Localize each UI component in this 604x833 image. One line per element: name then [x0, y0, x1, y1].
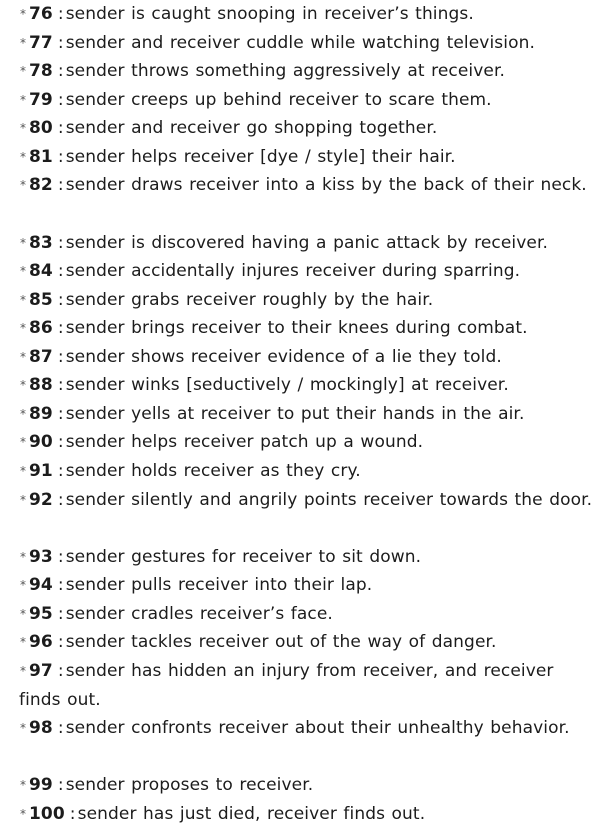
prompt-separator: :: [57, 632, 64, 652]
prompt-text: sender throws something aggressively at receiver.: [65, 61, 506, 81]
prompt-number: 92: [29, 490, 53, 510]
prompt-item: [19, 571, 594, 600]
prompt-separator: :: [57, 575, 64, 595]
prompt-text: sender and receiver cuddle while watching television.: [65, 33, 535, 53]
bullet-icon: *: [20, 321, 27, 335]
prompt-separator: :: [57, 461, 64, 481]
bullet-icon: *: [20, 778, 27, 792]
prompt-number: 76: [29, 4, 53, 24]
prompt-item: [19, 771, 594, 800]
bullet-icon: *: [20, 7, 27, 21]
prompt-item: [19, 86, 594, 115]
bullet-icon: *: [20, 464, 27, 478]
prompt-number: 87: [29, 347, 53, 367]
prompt-separator: :: [57, 318, 64, 338]
prompt-text: sender has just died, receiver finds out.: [77, 804, 426, 824]
bullet-icon: *: [20, 36, 27, 50]
prompt-text: sender pulls receiver into their lap.: [65, 575, 373, 595]
prompt-separator: :: [57, 4, 64, 24]
bullet-icon: *: [20, 435, 27, 449]
prompt-separator: :: [57, 718, 64, 738]
prompt-separator: :: [57, 375, 64, 395]
bullet-icon: *: [20, 378, 27, 392]
prompt-text: sender cradles receiver’s face.: [65, 604, 333, 624]
prompt-number: 89: [29, 404, 53, 424]
prompt-number: 93: [29, 547, 53, 567]
prompt-item: [19, 57, 594, 86]
prompt-item: [19, 457, 594, 486]
prompt-separator: :: [57, 290, 64, 310]
prompt-item: [19, 400, 594, 429]
prompt-text: sender gestures for receiver to sit down.: [65, 547, 422, 567]
bullet-icon: *: [20, 664, 27, 678]
prompt-separator: :: [57, 90, 64, 110]
prompt-text: sender creeps up behind receiver to scare them.: [65, 90, 492, 110]
prompt-text: sender shows receiver evidence of a lie they told.: [65, 347, 502, 367]
prompt-text: sender accidentally injures receiver during sparring.: [65, 261, 521, 281]
bullet-icon: *: [20, 635, 27, 649]
prompt-number: 82: [29, 175, 53, 195]
prompt-separator: :: [57, 490, 64, 510]
prompt-separator: :: [57, 661, 64, 681]
prompt-separator: :: [57, 347, 64, 367]
prompt-item: [19, 371, 594, 400]
prompt-item: [19, 628, 594, 657]
prompt-number: 90: [29, 432, 53, 452]
prompt-number: 86: [29, 318, 53, 338]
prompt-text: sender and receiver go shopping together.: [65, 118, 438, 138]
prompt-item: [19, 486, 594, 515]
prompt-text: sender has hidden an injury from receiver, and receiver finds out.: [19, 661, 554, 710]
prompt-separator: :: [57, 118, 64, 138]
bullet-icon: *: [20, 493, 27, 507]
prompt-item: [19, 314, 594, 343]
prompt-separator: :: [57, 175, 64, 195]
prompt-separator: :: [57, 61, 64, 81]
prompt-separator: :: [57, 233, 64, 253]
bullet-icon: *: [20, 150, 27, 164]
prompt-item: [19, 600, 594, 629]
prompt-text: sender brings receiver to their knees during combat.: [65, 318, 528, 338]
prompt-text: sender proposes to receiver.: [65, 775, 314, 795]
bullet-icon: *: [20, 121, 27, 135]
prompt-number: 96: [29, 632, 53, 652]
prompt-separator: :: [57, 604, 64, 624]
prompt-item: [19, 286, 594, 315]
prompt-item: [19, 0, 594, 29]
prompt-number: 77: [29, 33, 53, 53]
prompt-item: [19, 543, 594, 572]
prompt-separator: :: [57, 547, 64, 567]
prompt-item: [19, 143, 594, 172]
prompt-separator: :: [69, 804, 76, 824]
prompt-number: 78: [29, 61, 53, 81]
prompt-text: sender yells at receiver to put their hands in the air.: [65, 404, 525, 424]
prompt-number: 95: [29, 604, 53, 624]
prompt-text: sender grabs receiver roughly by the hair.: [65, 290, 434, 310]
prompt-text: sender helps receiver [dye / style] their hair.: [65, 147, 456, 167]
prompt-separator: :: [57, 432, 64, 452]
bullet-icon: *: [20, 178, 27, 192]
prompt-number: 98: [29, 718, 53, 738]
bullet-icon: *: [20, 721, 27, 735]
bullet-icon: *: [20, 293, 27, 307]
bullet-icon: *: [20, 264, 27, 278]
prompt-text: sender helps receiver patch up a wound.: [65, 432, 424, 452]
prompt-text: sender confronts receiver about their unhealthy behavior.: [65, 718, 570, 738]
prompt-text: sender winks [seductively / mockingly] at receiver.: [65, 375, 509, 395]
prompt-separator: :: [57, 33, 64, 53]
prompt-item: [19, 428, 594, 457]
prompt-text: sender is discovered having a panic attack by receiver.: [65, 233, 549, 253]
prompt-number: 91: [29, 461, 53, 481]
prompt-separator: :: [57, 404, 64, 424]
prompt-separator: :: [57, 147, 64, 167]
prompt-item: [19, 257, 594, 286]
prompt-text: sender silently and angrily points receiver towards the door.: [65, 490, 593, 510]
prompt-item: [19, 29, 594, 58]
prompt-number: 84: [29, 261, 53, 281]
prompt-item: [19, 800, 594, 829]
prompt-item: [19, 114, 594, 143]
prompt-number: 94: [29, 575, 53, 595]
bullet-icon: *: [20, 236, 27, 250]
prompt-number: 85: [29, 290, 53, 310]
prompt-text: sender draws receiver into a kiss by the back of their neck.: [65, 175, 587, 195]
prompt-number: 100: [29, 804, 65, 824]
prompt-number: 79: [29, 90, 53, 110]
prompt-item: [19, 657, 594, 714]
prompt-item: [19, 171, 594, 200]
prompt-text: sender tackles receiver out of the way of danger.: [65, 632, 497, 652]
bullet-icon: *: [20, 607, 27, 621]
prompt-number: 81: [29, 147, 53, 167]
prompt-text: sender holds receiver as they cry.: [65, 461, 361, 481]
prompt-item: [19, 229, 594, 258]
bullet-icon: *: [20, 578, 27, 592]
bullet-icon: *: [20, 807, 27, 821]
prompt-number: 88: [29, 375, 53, 395]
prompt-number: 99: [29, 775, 53, 795]
prompt-separator: :: [57, 775, 64, 795]
prompt-text: sender is caught snooping in receiver’s things.: [65, 4, 474, 24]
prompt-separator: :: [57, 261, 64, 281]
bullet-icon: *: [20, 350, 27, 364]
bullet-icon: *: [20, 64, 27, 78]
prompt-item: [19, 714, 594, 743]
bullet-icon: *: [20, 407, 27, 421]
bullet-icon: *: [20, 93, 27, 107]
prompt-item: [19, 343, 594, 372]
prompt-number: 97: [29, 661, 53, 681]
prompt-number: 83: [29, 233, 53, 253]
prompt-number: 80: [29, 118, 53, 138]
bullet-icon: *: [20, 550, 27, 564]
